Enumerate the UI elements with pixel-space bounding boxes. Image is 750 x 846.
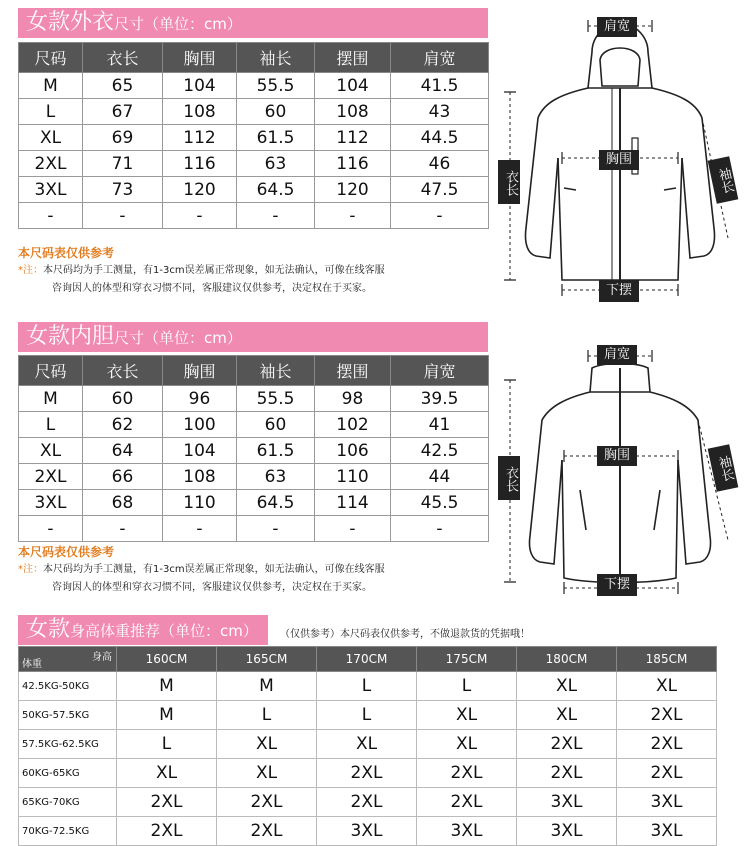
table-row: [19, 516, 489, 542]
table-row: [19, 672, 717, 701]
chest-label: 胸围: [599, 150, 639, 170]
table-header-row: [19, 647, 717, 672]
table-cell: 2XL: [19, 464, 83, 490]
table-cell: 3XL: [19, 490, 83, 516]
size-cell: XL: [617, 672, 717, 701]
weight-cell: 42.5KG-50KG: [19, 672, 117, 701]
weight-cell: 50KG-57.5KG: [19, 701, 117, 730]
note-line: 本尺码均为手工测量，有1-3cm误差属正常现象，如无法确认，可像在线客服: [43, 265, 385, 276]
table-cell: 3XL: [19, 177, 83, 203]
banner-unit: 身高体重推荐（单位：cm）: [70, 622, 258, 640]
size-cell: 2XL: [517, 759, 617, 788]
table-row: [19, 730, 717, 759]
table-cell: 108: [163, 99, 237, 125]
table-cell: 44.5: [391, 125, 489, 151]
table-cell: -: [315, 203, 391, 229]
table-cell: -: [83, 203, 163, 229]
table-cell: 120: [163, 177, 237, 203]
size-cell: 2XL: [617, 759, 717, 788]
header-cell: 胸围: [163, 43, 237, 73]
size-cell: XL: [217, 759, 317, 788]
length-label: 衣长: [498, 160, 520, 204]
note-line: 本尺码均为手工测量，有1-3cm误差属正常现象，如无法确认，可像在线客服: [43, 564, 385, 575]
table-cell: 46: [391, 151, 489, 177]
size-cell: M: [117, 701, 217, 730]
size-cell: 2XL: [117, 788, 217, 817]
table-cell: 116: [163, 151, 237, 177]
size-cell: 2XL: [417, 788, 517, 817]
weight-cell: 57.5KG-62.5KG: [19, 730, 117, 759]
table-cell: 106: [315, 438, 391, 464]
size-cell: 3XL: [617, 788, 717, 817]
size-cell: L: [317, 701, 417, 730]
header-cell: 摆围: [315, 43, 391, 73]
table-cell: 110: [163, 490, 237, 516]
table-cell: 100: [163, 412, 237, 438]
size-cell: XL: [417, 730, 517, 759]
size-cell: 3XL: [517, 817, 617, 846]
size-cell: 2XL: [117, 817, 217, 846]
table-cell: L: [19, 412, 83, 438]
size-cell: L: [317, 672, 417, 701]
header-cell: 胸围: [163, 356, 237, 386]
size-cell: 2XL: [217, 817, 317, 846]
table-row: [19, 386, 489, 412]
note-line: 咨询因人的体型和穿衣习惯不同，客服建议仅供参考，决定权在于买家。: [52, 582, 372, 593]
table-cell: 62: [83, 412, 163, 438]
table-row: [19, 73, 489, 99]
header-cell: 袖长: [237, 43, 315, 73]
table-cell: 110: [315, 464, 391, 490]
table-cell: 64.5: [237, 177, 315, 203]
table-cell: 44: [391, 464, 489, 490]
height-header-cell: 170CM: [317, 647, 417, 672]
table-cell: 64.5: [237, 490, 315, 516]
size-cell: XL: [517, 672, 617, 701]
height-header-cell: 180CM: [517, 647, 617, 672]
table-row: [19, 788, 717, 817]
banner-title: 女款外衣: [26, 10, 115, 35]
table-cell: -: [315, 516, 391, 542]
table-header-row: [19, 43, 489, 73]
table-row: [19, 177, 489, 203]
size-cell: 3XL: [517, 788, 617, 817]
size-cell: 2XL: [617, 701, 717, 730]
size-cell: M: [217, 672, 317, 701]
table-cell: 63: [237, 151, 315, 177]
inner-liner-size-table: [18, 355, 489, 542]
table-row: [19, 125, 489, 151]
table-row: [19, 203, 489, 229]
size-cell: XL: [317, 730, 417, 759]
size-cell: XL: [117, 759, 217, 788]
size-cell: XL: [517, 701, 617, 730]
header-cell: 袖长: [237, 356, 315, 386]
outer-jacket-size-table: [18, 42, 489, 229]
size-cell: 3XL: [417, 817, 517, 846]
table-cell: -: [237, 516, 315, 542]
table-row: [19, 490, 489, 516]
table-cell: 64: [83, 438, 163, 464]
inner-liner-banner: [18, 322, 488, 352]
table-cell: 73: [83, 177, 163, 203]
table-cell: -: [391, 516, 489, 542]
table-cell: 43: [391, 99, 489, 125]
banner-title: 女款: [26, 617, 71, 642]
table-cell: 96: [163, 386, 237, 412]
height-header-cell: 185CM: [617, 647, 717, 672]
reference-note-title: 本尺码表仅供参考: [18, 545, 115, 559]
table-cell: 66: [83, 464, 163, 490]
table-cell: L: [19, 99, 83, 125]
table-row: [19, 464, 489, 490]
table-cell: 102: [315, 412, 391, 438]
weight-cell: 70KG-72.5KG: [19, 817, 117, 846]
table-row: [19, 817, 717, 846]
table-cell: 112: [315, 125, 391, 151]
size-cell: XL: [417, 701, 517, 730]
table-cell: -: [237, 203, 315, 229]
corner-height-label: 身高: [92, 652, 112, 663]
header-cell: 肩宽: [391, 356, 489, 386]
size-cell: 2XL: [517, 730, 617, 759]
table-cell: XL: [19, 125, 83, 151]
table-cell: XL: [19, 438, 83, 464]
table-cell: 68: [83, 490, 163, 516]
sleeve-label: 袖长: [708, 444, 739, 492]
table-cell: 41.5: [391, 73, 489, 99]
size-cell: 2XL: [217, 788, 317, 817]
length-label: 衣长: [498, 456, 520, 500]
table-cell: 60: [237, 412, 315, 438]
table-cell: 65: [83, 73, 163, 99]
table-cell: 2XL: [19, 151, 83, 177]
table-cell: 116: [315, 151, 391, 177]
table-cell: -: [19, 203, 83, 229]
table-cell: 60: [83, 386, 163, 412]
table-row: [19, 701, 717, 730]
table-cell: 47.5: [391, 177, 489, 203]
shoulder-width-label: 肩宽: [597, 345, 637, 365]
table-row: [19, 412, 489, 438]
table-cell: 45.5: [391, 490, 489, 516]
banner-unit: 尺寸（单位：cm）: [114, 329, 242, 347]
banner-unit: 尺寸（单位：cm）: [114, 15, 242, 33]
height-header-cell: 160CM: [117, 647, 217, 672]
table-cell: 120: [315, 177, 391, 203]
header-cell: 衣长: [83, 43, 163, 73]
size-cell: XL: [217, 730, 317, 759]
table-cell: 60: [237, 99, 315, 125]
table-cell: 61.5: [237, 438, 315, 464]
size-cell: L: [417, 672, 517, 701]
table-cell: 114: [315, 490, 391, 516]
size-cell: 2XL: [317, 788, 417, 817]
table-cell: -: [163, 203, 237, 229]
table-cell: 112: [163, 125, 237, 151]
chest-label: 胸围: [597, 446, 637, 466]
shoulder-width-label: 肩宽: [597, 17, 637, 37]
reference-note: [18, 561, 385, 597]
header-cell: 肩宽: [391, 43, 489, 73]
size-cell: M: [117, 672, 217, 701]
table-cell: 55.5: [237, 73, 315, 99]
size-cell: L: [217, 701, 317, 730]
table-cell: 98: [315, 386, 391, 412]
table-cell: M: [19, 386, 83, 412]
size-cell: L: [117, 730, 217, 759]
table-row: [19, 99, 489, 125]
table-header-row: [19, 356, 489, 386]
height-header-cell: 175CM: [417, 647, 517, 672]
size-cell: 3XL: [317, 817, 417, 846]
note-line: 咨询因人的体型和穿衣习惯不同，客服建议仅供参考，决定权在于买家。: [52, 283, 372, 294]
size-cell: 3XL: [617, 817, 717, 846]
table-row: [19, 438, 489, 464]
height-weight-banner: [18, 615, 268, 645]
size-cell: 2XL: [617, 730, 717, 759]
banner-title: 女款内胆: [26, 324, 115, 349]
table-cell: 108: [315, 99, 391, 125]
header-cell: 摆围: [315, 356, 391, 386]
height-header-cell: 165CM: [217, 647, 317, 672]
reference-note-title: 本尺码表仅供参考: [18, 246, 115, 260]
header-cell: 尺码: [19, 356, 83, 386]
table-cell: 104: [163, 438, 237, 464]
size-cell: 2XL: [317, 759, 417, 788]
table-cell: 42.5: [391, 438, 489, 464]
header-cell: 衣长: [83, 356, 163, 386]
table-cell: 104: [163, 73, 237, 99]
table-cell: -: [19, 516, 83, 542]
table-cell: -: [83, 516, 163, 542]
note-star: *注：: [18, 564, 43, 575]
disclaimer-text: （仅供参考）本尺码表仅供参考，不做退款货的凭据哦！: [280, 629, 530, 640]
header-cell: 尺码: [19, 43, 83, 73]
table-cell: 108: [163, 464, 237, 490]
inner-liner-diagram: [492, 340, 747, 602]
reference-note: [18, 262, 385, 298]
weight-cell: 60KG-65KG: [19, 759, 117, 788]
table-cell: 55.5: [237, 386, 315, 412]
table-cell: 67: [83, 99, 163, 125]
table-cell: 63: [237, 464, 315, 490]
weight-cell: 65KG-70KG: [19, 788, 117, 817]
size-cell: 2XL: [417, 759, 517, 788]
table-row: [19, 759, 717, 788]
note-star: *注：: [18, 265, 43, 276]
hem-label: 下摆: [599, 280, 639, 302]
height-weight-table: [18, 646, 717, 846]
table-cell: 39.5: [391, 386, 489, 412]
hem-label: 下摆: [597, 574, 637, 596]
table-cell: 104: [315, 73, 391, 99]
table-cell: -: [163, 516, 237, 542]
table-cell: -: [391, 203, 489, 229]
table-cell: 69: [83, 125, 163, 151]
table-cell: 61.5: [237, 125, 315, 151]
corner-weight-label: 体重: [22, 659, 42, 670]
corner-cell: [19, 647, 117, 672]
table-row: [19, 151, 489, 177]
table-cell: 41: [391, 412, 489, 438]
sleeve-label: 袖长: [708, 156, 739, 204]
outer-jacket-banner: [18, 8, 488, 38]
table-cell: 71: [83, 151, 163, 177]
table-cell: M: [19, 73, 83, 99]
